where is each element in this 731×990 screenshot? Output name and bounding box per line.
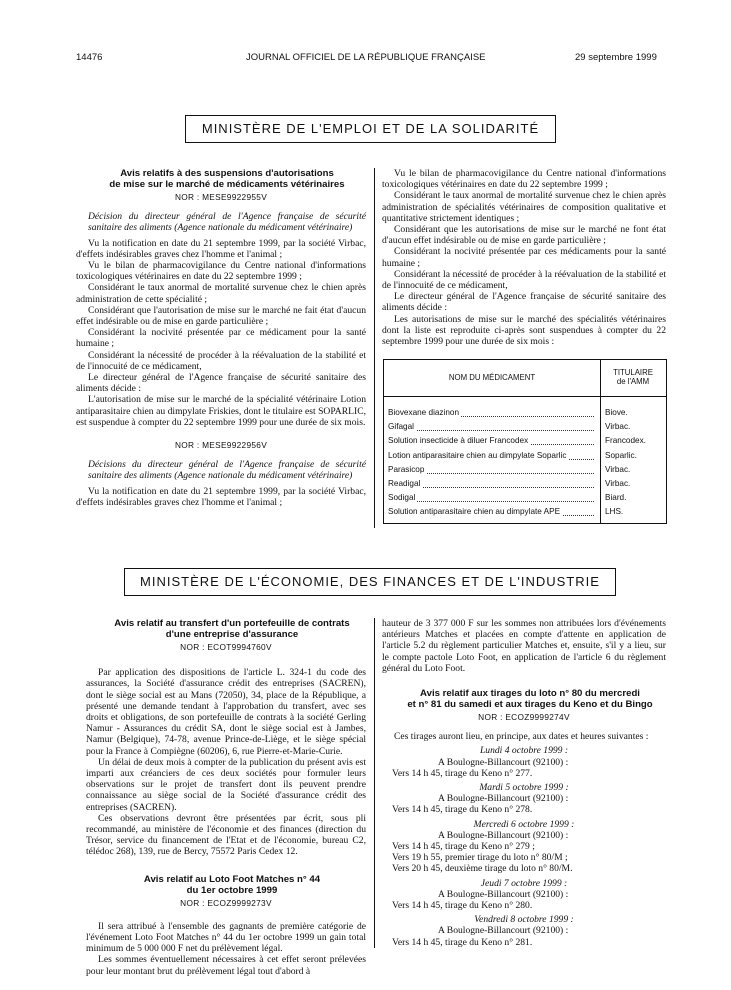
paragraph: Par application des dispositions de l'article L. 324-1 du code des assurances, la Société d'assurance crédit des entreprises (SACREN), dont le siège social est au Mans (72050), 34, place de la République, a présenté une demande tendant à l'approbation du transfert, avec ses droits et obligations, de son portefeuille de contrats à la société Gerling Namur - Assurances du crédit SA, dont le siège social est à Jambes, Namur (Belgique), 74-78, avenue Prince-de-Liège, et le siège spécial pour la France à Compiègne (60206), 6, rue Pierre-et-Marie-Curie. bbox=[86, 667, 366, 757]
paragraph: Considérant la nécessité de procéder à la réévaluation de la stabilité et de l'innocuité de ce médicament, bbox=[76, 349, 366, 372]
ministry-heading: MINISTÈRE DE L'EMPLOI ET DE LA SOLIDARITÉ bbox=[185, 115, 556, 143]
nor-reference: NOR : ECOZ9999273V bbox=[180, 897, 272, 908]
medicine-name: Solution antiparasitaire chien au dimpylate APE bbox=[388, 507, 561, 517]
table-row bbox=[388, 507, 666, 521]
medicine-holder: Virbac. bbox=[605, 478, 631, 488]
ministry-heading: MINISTÈRE DE L'ÉCONOMIE, DES FINANCES ET DE L'INDUSTRIE bbox=[124, 568, 616, 596]
medicine-name: Biovexane diazinon bbox=[388, 408, 460, 417]
paragraph: Un délai de deux mois à compter de la publication du présent avis est imparti aux créanciers de ces deux sociétés pour formuler leurs observations sur le projet de transfert dont ils peuvent prendre connaissance au siège social de la Société d'assurance crédit des entreprises (SACREN). bbox=[86, 756, 366, 813]
paragraph: Ces observations devront être présentées par écrit, sous pli recommandé, au ministère de l'économie et des finances (direction du Trésor, service du financement de l'Etat et de l'économie, bureau C2, télédoc 268), 139, rue de Bercy, 75572 Paris Cedex 12. bbox=[86, 812, 366, 858]
medicine-name: Sodigal bbox=[388, 493, 416, 503]
medicine-holder: Soparlic. bbox=[605, 450, 637, 460]
paragraph: Vu la notification en date du 21 septembre 1999, par la société Virbac, d'effets indésirables graves chez l'homme et l'animal ; bbox=[76, 237, 366, 260]
paragraph: Les autorisations de mise sur le marché des spécialités vétérinaires dont la liste est reproduite ci-après sont suspendues à compter du 22 septembre 1999 pour une durée de six mois : bbox=[382, 313, 666, 348]
schedule-location: A Boulogne-Billancourt (92100) : bbox=[438, 829, 569, 841]
schedule-day: Jeudi 7 octobre 1999 : bbox=[480, 877, 568, 889]
draw-schedule bbox=[382, 745, 666, 947]
schedule-day: Mardi 5 octobre 1999 : bbox=[479, 782, 569, 794]
table-header-holder-line: de l'AMM bbox=[616, 377, 650, 386]
decision-heading: Décisions du directeur général de l'Agence française de sécurité sanitaire des aliments (Agence nationale du médicament vétérinaire) bbox=[88, 459, 366, 482]
table-row bbox=[388, 436, 666, 450]
schedule-location: A Boulogne-Billancourt (92100) : bbox=[438, 756, 569, 768]
paragraph: Considérant que les autorisations de mise sur le marché ne font état d'aucun effet indésirable ou de mise en garde particulière ; bbox=[382, 224, 666, 247]
journal-title: JOURNAL OFFICIEL DE LA RÉPUBLIQUE FRANÇAISE bbox=[246, 52, 486, 63]
column-divider bbox=[374, 618, 375, 948]
medicine-holder: Virbac. bbox=[605, 422, 631, 432]
schedule-line: Vers 14 h 45, tirage du Keno n° 279 ; bbox=[392, 841, 535, 853]
avis-title: d'une entreprise d'assurance bbox=[165, 629, 299, 640]
table-header-holder bbox=[600, 368, 666, 386]
schedule-line: Vers 19 h 55, premier tirage du loto n° 80/M ; bbox=[392, 852, 568, 864]
paragraph: Considérant la nécessité de procéder à la réévaluation de la stabilité et de l'innocuité de ce médicament, bbox=[382, 268, 666, 292]
schedule-line: Vers 14 h 45, tirage du Keno n° 278. bbox=[392, 804, 533, 816]
nor-reference: NOR : ECOZ9999274V bbox=[478, 712, 570, 723]
avis-title: de mise sur le marché de médicaments vétérinaires bbox=[109, 179, 345, 190]
section1-right-column bbox=[382, 168, 666, 347]
paragraph: hauteur de 3 377 000 F sur les sommes non attribuées lors d'événements antérieurs Matches et placées en compte d'attente en application de l'article 5.2 du règlement particulier Matches et, ensuite, s'il y a lieu, sur le compte pactole Loto Foot, en application de l'article 6 du règlement général du Loto Foot. bbox=[382, 618, 666, 674]
section2-left-column bbox=[86, 618, 366, 977]
table-row bbox=[388, 479, 666, 493]
avis-title: Avis relatif aux tirages du loto n° 80 du mercredi bbox=[420, 688, 640, 700]
medicine-holder: Francodex. bbox=[605, 436, 646, 446]
schedule-line: Vers 14 h 45, tirage du Keno n° 280. bbox=[392, 900, 533, 912]
section1-left-column bbox=[76, 168, 366, 508]
nor-reference: NOR : MESE9922956V bbox=[174, 440, 268, 451]
medicine-holder: Virbac. bbox=[605, 464, 631, 474]
schedule-location: A Boulogne-Billancourt (92100) : bbox=[438, 793, 569, 805]
paragraph: Le directeur général de l'Agence française de sécurité sanitaire des aliments décide : bbox=[382, 291, 666, 314]
table-header-name: NOM DU MÉDICAMENT bbox=[448, 373, 536, 382]
page-number: 14476 bbox=[76, 52, 103, 63]
medicine-name: Lotion antiparasitaire chien au dimpylate Soparlic bbox=[388, 450, 567, 460]
paragraph: Le directeur général de l'Agence française de sécurité sanitaire des aliments décide : bbox=[76, 372, 366, 395]
schedule-line: Vers 14 h 45, tirage du Keno n° 277. bbox=[392, 767, 533, 779]
paragraph: Les sommes éventuellement nécessaires à cet effet seront prélevées pour leur montant brut du prélèvement légal tout d'abord à bbox=[86, 954, 366, 977]
table-row bbox=[388, 408, 666, 422]
schedule-day: Mercredi 6 octobre 1999 : bbox=[473, 818, 575, 830]
avis-title: Avis relatif au Loto Foot Matches n° 44 bbox=[143, 873, 321, 885]
paragraph: Considérant la nocivité présentée par ces médicaments pour la santé humaine ; bbox=[382, 246, 666, 269]
paragraph: Vu le bilan de pharmacovigilance du Centre national d'informations toxicologiques vétérinaires en date du 22 septembre 1999 ; bbox=[382, 168, 666, 191]
paragraph: L'autorisation de mise sur le marché de la spécialité vétérinaire Lotion antiparasitaire chien au dimpylate Friskies, dont le titulaire est SOPARLIC, est suspendue à compter du 22 septembre 1999 pour une durée de six mois. bbox=[76, 394, 366, 428]
medicine-name: Parasicop bbox=[388, 464, 425, 474]
nor-reference: NOR : ECOT9994760V bbox=[180, 642, 272, 652]
nor-reference: NOR : MESE9922955V bbox=[174, 192, 268, 202]
avis-title: et n° 81 du samedi et aux tirages du Keno et du Bingo bbox=[407, 699, 653, 711]
paragraph: Vu le bilan de pharmacovigilance du Centre national d'informations toxicologiques vétérinaires en date du 22 septembre 1999 ; bbox=[76, 260, 366, 283]
paragraph: Considérant le taux anormal de mortalité survenue chez le chien après administration de cette spécialité ; bbox=[76, 282, 366, 305]
medicine-holder: LHS. bbox=[605, 507, 624, 517]
medicine-name: Readigal bbox=[388, 478, 421, 488]
paragraph: Vu la notification en date du 21 septembre 1999, par la société Virbac, d'effets indésirables graves chez l'homme et l'animal ; bbox=[76, 485, 366, 508]
paragraph: Considérant que l'autorisation de mise sur le marché ne fait état d'aucun effet indésirable ou de mise en garde particulière ; bbox=[76, 304, 366, 328]
medicine-holder: Biard. bbox=[605, 493, 627, 503]
table-row bbox=[388, 465, 666, 479]
medicine-holder: Biove. bbox=[605, 408, 628, 417]
avis-title: du 1er octobre 1999 bbox=[186, 884, 278, 896]
paragraph: Considérant la nocivité présentée par ce médicament pour la santé humaine ; bbox=[76, 327, 366, 350]
column-divider bbox=[374, 168, 375, 528]
schedule-line: Vers 20 h 45, deuxième tirage du loto n° 80/M. bbox=[392, 863, 573, 875]
schedule-location: A Boulogne-Billancourt (92100) : bbox=[438, 925, 569, 937]
table-row bbox=[388, 422, 666, 436]
medicine-table bbox=[383, 359, 667, 524]
leader-dots bbox=[388, 430, 594, 431]
table-header-rule bbox=[384, 396, 666, 397]
table-row bbox=[388, 493, 666, 507]
table-body bbox=[388, 408, 666, 522]
section2-right-column bbox=[382, 618, 666, 948]
medicine-name: Gifagal bbox=[388, 422, 414, 432]
schedule-day: Vendredi 8 octobre 1999 : bbox=[474, 914, 574, 926]
avis-title: Avis relatifs à des suspensions d'autorisations bbox=[120, 168, 334, 179]
avis-title: Avis relatif au transfert d'un portefeuille de contrats bbox=[114, 618, 350, 629]
table-row bbox=[388, 451, 666, 465]
schedule-day: Lundi 4 octobre 1999 : bbox=[479, 745, 569, 757]
medicine-name: Solution insecticide à diluer Francodex bbox=[388, 436, 529, 446]
schedule-line: Vers 14 h 45, tirage du Keno n° 281. bbox=[392, 936, 533, 948]
paragraph: Il sera attribué à l'ensemble des gagnants de première catégorie de l'événement Loto Foot Matches n° 44 du 1er octobre 1999 un gain total minimum de 5 000 000 F net du prélèvement légal. bbox=[86, 920, 366, 955]
table-header-holder-line: TITULAIRE bbox=[613, 368, 653, 377]
paragraph: Ces tirages auront lieu, en principe, aux dates et heures suivantes : bbox=[394, 731, 649, 743]
leader-dots bbox=[388, 501, 594, 502]
schedule-location: A Boulogne-Billancourt (92100) : bbox=[438, 888, 569, 900]
header-date: 29 septembre 1999 bbox=[575, 52, 657, 63]
decision-heading: Décision du directeur général de l'Agence française de sécurité sanitaire des aliments (Agence nationale du médicament vétérinaire) bbox=[88, 211, 366, 234]
paragraph: Considérant le taux anormal de mortalité survenue chez le chien après administration de spécialités vétérinaires de composition qualitative et quantitative strictement identiques ; bbox=[382, 190, 666, 224]
